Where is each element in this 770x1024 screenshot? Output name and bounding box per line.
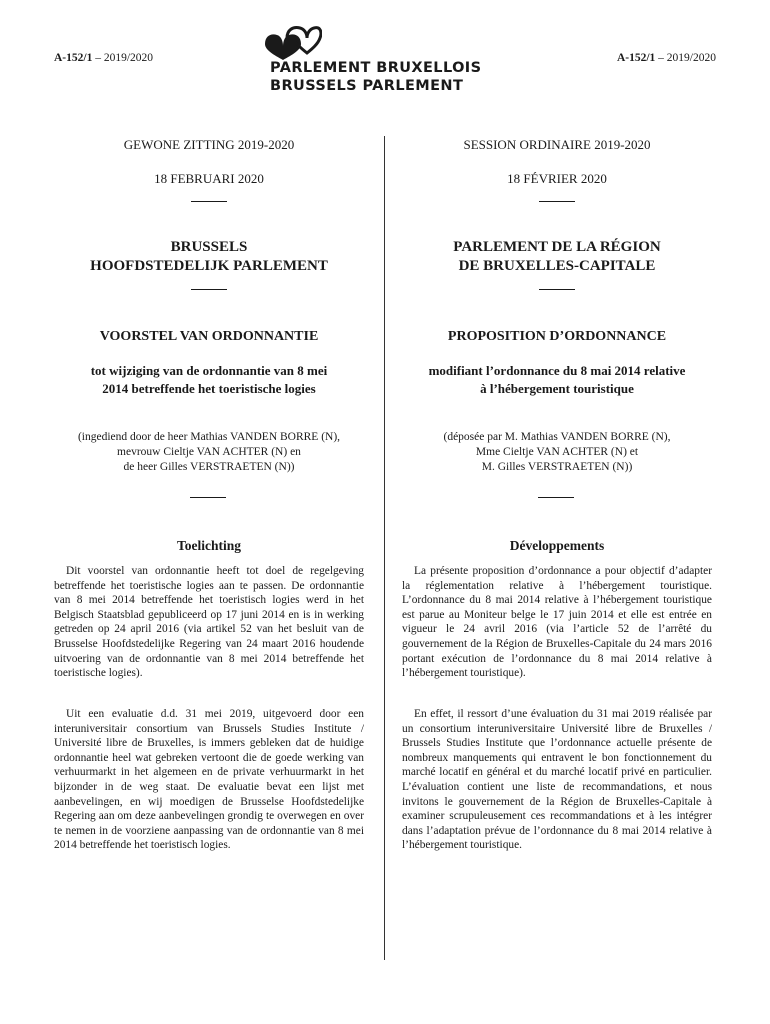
body-paragraph: En effet, il ressort d’une évaluation du 31 mai 2019 réalisée par un consortium interuniversitaire Université libre de Bruxelles / Brussels Studies Institute que l’ordonnance actuelle présente de nombreux manquements qui entravent le bon fonctionnement du marché locatif en général et du marché locatif privé en particulier. L’évaluation contient une liste de recommandations, et nous invitons le gouvernement de la Région de Bruxelles-Capitale à examiner scrupuleusement ces recommandations et à les intégrer dans l’adaptation prévue de l’ordonnance du 8 mai 2014 relative à l’hébergement touristique. [402,708,712,852]
document-authors [54,430,364,475]
body-paragraph: La présente proposition d’ordonnance a pour objectif d’adapter la réglementation relative à l’hébergement touristique. L’ordonnance du 8 mai 2014 relative à l’hébergement touristique est parue au Moniteur belge le 17 juin 2014 et elle est entrée en vigueur le 24 avril 2016 (via l’article 52 de l’arrêté du gouvernement de la Région de Bruxelles-Capitale du 24 mars 2016 portant exécution de l’ordonnance du 8 mai 2014 relative à l’hébergement touristique). [402,565,712,680]
body-paragraph: Uit een evaluatie d.d. 31 mei 2019, uitgevoerd door een interuniversitair consortium van Brussels Studies Institute / Université libre de Bruxelles, is immers gebleken dat de huidige ordonnantie heel wat gebreken vertoont die de goede werking van verhuurmarkt in het algemeen en de private verhuurmarkt in het bijzonder in de weg staat. De evaluatie bevat een lijst met aanbevelingen, en wij moedigen de Brusselse Hoofdstedelijke Regering aan om deze aanbevelingen grondig te overwegen en over te nemen in de voorziene aanpassing van de ordonnantie van 8 mei 2014 betreffende het toeristisch logies. [54,708,364,852]
separator-rule [190,497,226,498]
document-subject [54,362,364,398]
authors-line: de heer Gilles VERSTRAETEN (N)) [123,461,295,473]
subject-line: à l’hébergement touristique [480,381,634,396]
document-type: VOORSTEL VAN ORDONNANTIE [99,329,319,344]
separator-rule [538,497,574,498]
subject-line: 2014 betreffende het toeristische logies [102,381,316,396]
document-type: PROPOSITION D’ORDONNANCE [447,329,667,344]
heart-logo-icon [262,24,322,60]
session-date: 18 FEBRUARI 2020 [154,171,264,186]
section-heading: Développements [509,538,605,553]
doc-number-separator: – [92,52,104,64]
parliament-name [54,238,364,276]
parliament-name-line: PARLEMENT DE LA RÉGION [453,239,661,255]
parliament-name [402,238,712,276]
subject-line: tot wijziging van de ordonnantie van 8 mei [90,363,328,378]
parliament-name-line: HOOFDSTEDELIJK PARLEMENT [90,258,328,274]
parliament-name-line: DE BRUXELLES-CAPITALE [458,258,656,274]
authors-line: (déposée par M. Mathias VANDEN BORRE (N), [443,431,671,443]
authors-line: M. Gilles VERSTRAETEN (N)) [481,461,633,473]
authors-line: (ingediend door de heer Mathias VANDEN BORRE (N), [77,431,341,443]
session-title: GEWONE ZITTING 2019-2020 [123,137,295,152]
document-authors [402,430,712,475]
doc-number: A-152/1 [616,52,656,64]
parliament-name-line: BRUSSELS [170,239,248,255]
column-divider [384,136,385,960]
logo-title-nl: BRUSSELS PARLEMENT [270,78,464,94]
doc-session-year: 2019/2020 [666,52,716,64]
authors-line: mevrouw Cieltje VAN ACHTER (N) en [117,446,301,458]
doc-number: A-152/1 [54,52,93,64]
session-date: 18 FÉVRIER 2020 [507,171,607,186]
session-title: SESSION ORDINAIRE 2019-2020 [463,137,651,152]
doc-number-separator: – [655,52,667,64]
separator-rule [191,201,227,202]
document-number-left [54,52,153,64]
document-subject [402,362,712,398]
section-heading: Toelichting [176,538,241,553]
document-number-right [617,52,716,64]
doc-session-year: 2019/2020 [103,52,154,64]
authors-line: Mme Cieltje VAN ACHTER (N) et [475,446,639,458]
separator-rule [539,201,575,202]
logo-title-fr: PARLEMENT BRUXELLOIS [270,60,482,76]
separator-rule [191,289,227,290]
separator-rule [539,289,575,290]
body-paragraph: Dit voorstel van ordonnantie heeft tot doel de regelgeving betreffende het toeristische logies aan te passen. De ordonnantie van 8 mei 2014 betreffende het toeristisch logies werd in het Belgisch Staatsblad gepubliceerd op 17 juni 2014 en is in werking getreden op 24 april 2016 (via artikel 52 van het besluit van de Brusselse Hoofdstedelijke Regering van 24 maart 2016 houdende uitvoering van de ordonnantie van 8 mei 2014 betreffende het toeristische logies). [54,565,364,680]
subject-line: modifiant l’ordonnance du 8 mai 2014 relative [428,363,686,378]
